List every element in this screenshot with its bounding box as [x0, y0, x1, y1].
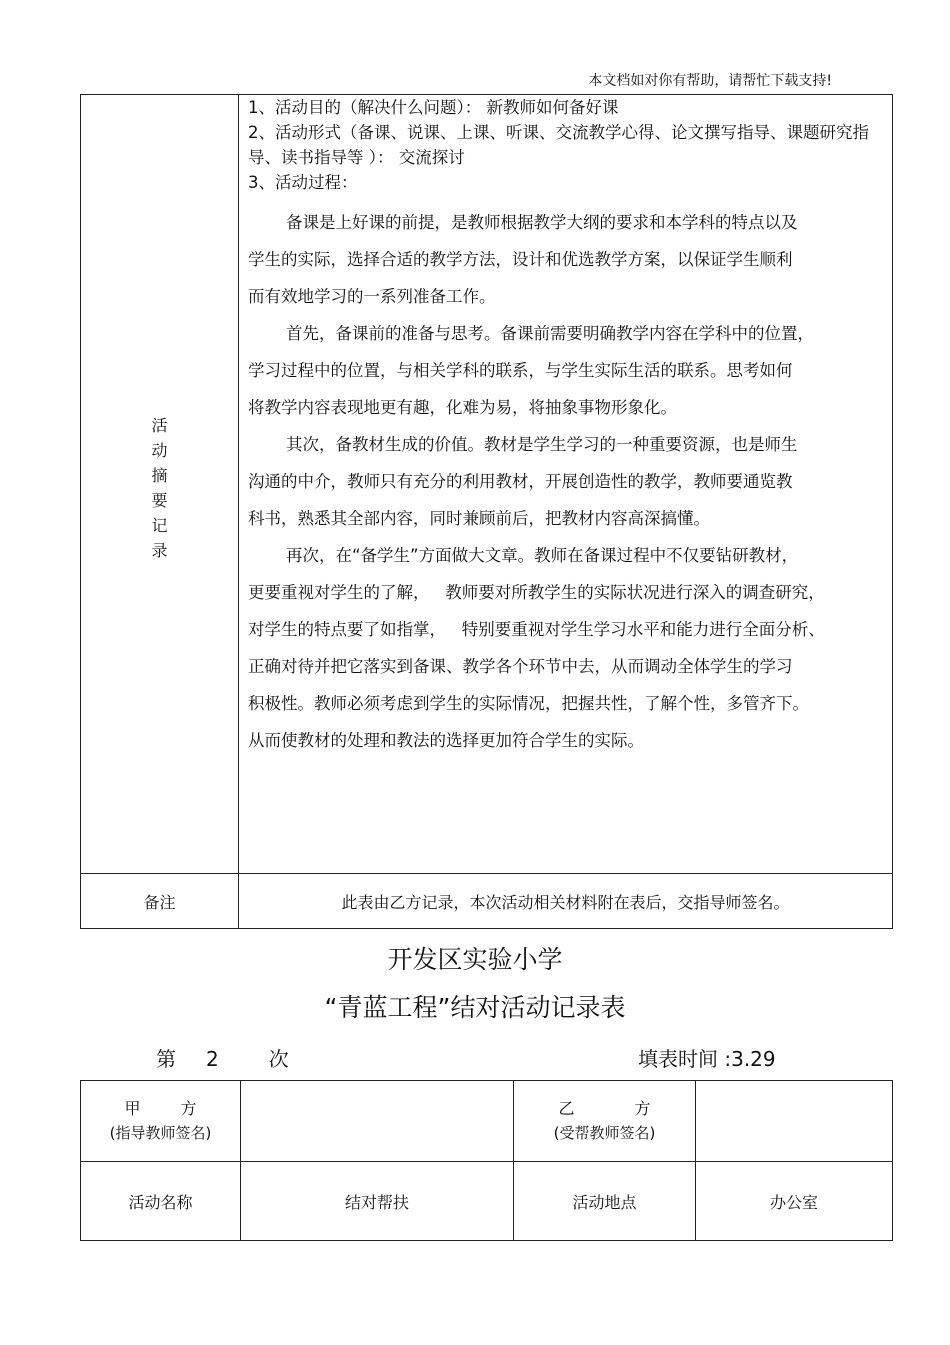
summary-label: 活 动 摘 要 记 录: [151, 416, 168, 560]
activity-process-heading: 3、活动过程：: [248, 173, 358, 192]
summary-content-cell: [239, 95, 893, 874]
session-number: 第 2 次: [156, 1047, 289, 1071]
note-text: 此表由乙方记录，本次活动相关材料附在表后，交指导师签名。: [239, 874, 893, 929]
activity-purpose: 1、活动目的（解决什么问题）： 新教师如何备好课: [248, 98, 619, 117]
party-a-label: 甲 方 (指导教师签名): [81, 1081, 241, 1162]
fill-time: 填表时间 :3.29: [638, 1047, 776, 1071]
paragraph: 备课是上好课的前提，是教师根据教学大纲的要求和本学科的特点以及 学生的实际，选择合适的教学方法，设计和优选教学方案，以保证学生顺利 而有效地学习的一系列准备工作。: [248, 213, 798, 306]
summary-label-cell: [81, 95, 239, 874]
activity-name-value: 结对帮扶: [241, 1162, 514, 1241]
party-b-signature[interactable]: [696, 1081, 893, 1162]
party-b-label: 乙 方 (受帮教师签名): [514, 1081, 696, 1162]
activity-place-value: 办公室: [696, 1162, 893, 1241]
activity-name-label: 活动名称: [81, 1162, 241, 1241]
paragraph: 再次，在“备学生”方面做大文章。教师在备课过程中不仅要钻研教材， 更要重视对学生的了解， 教师要对所教学生的实际状况进行深入的调查研究， 对学生的特点要了如指掌， 特别要重视对学生学习水平和能力进行全面分析、 正确对待并把它落实到备课、教学各个环节中去，从而调动全体学生的学习 积极性。教师必须考虑到学生的实际情况，把握共性，了解个性，多管齐下。 从而使教材的处理和教法的选择更加符合学生的实际。: [248, 546, 825, 750]
party-a-signature[interactable]: [241, 1081, 514, 1162]
note-label: 备注: [81, 874, 239, 929]
info-table: [80, 1080, 893, 1241]
activity-process-text: [248, 204, 884, 759]
activity-form: 2、活动形式（备课、说课、上课、听课、交流教学心得、论文撰写指导、课题研究指导、读书指导等 ）： 交流探讨: [248, 123, 869, 167]
header-note: 本文档如对你有帮助，请帮忙下载支持!: [588, 73, 832, 89]
paragraph: 其次，备教材生成的价值。教材是学生学习的一种重要资源，也是师生 沟通的中介，教师只有充分的利用教材，开展创造性的教学，教师要通览教 科书，熟悉其全部内容，同时兼顾前后，把教材内容高深搞懂。: [248, 435, 798, 528]
school-name: 开发区实验小学: [387, 945, 563, 974]
form-title: “青蓝工程”结对活动记录表: [324, 993, 626, 1022]
activity-record-table: [80, 94, 893, 929]
activity-place-label: 活动地点: [514, 1162, 696, 1241]
paragraph: 首先，备课前的准备与思考。备课前需要明确教学内容在学科中的位置， 学习过程中的位置，与相关学科的联系，与学生实际生活的联系。思考如何 将教学内容表现地更有趣，化难为易，将抽象事物形象化。: [248, 324, 814, 417]
